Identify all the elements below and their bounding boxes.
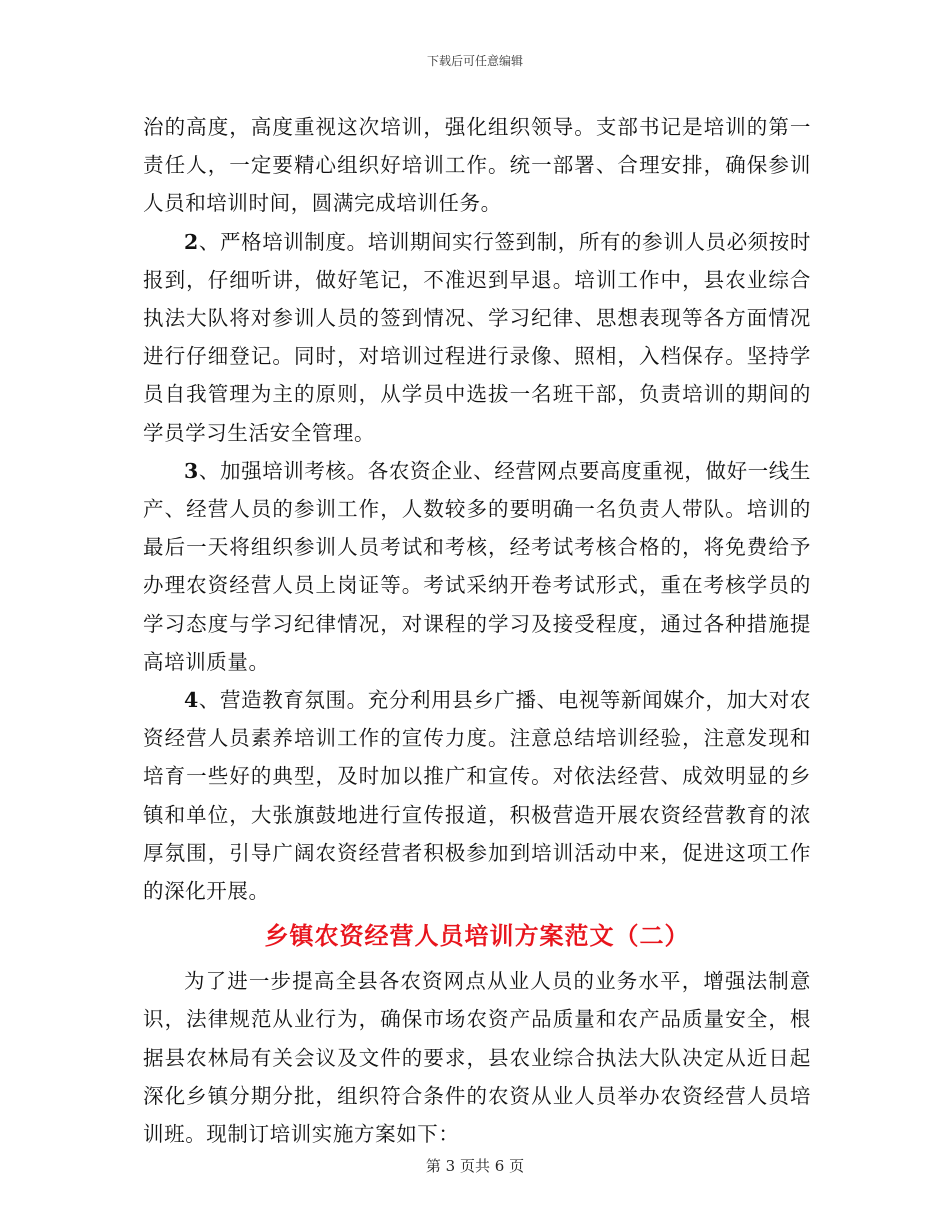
paragraph-item-4 [143, 681, 811, 910]
item-number: 2 [184, 229, 199, 254]
paragraph-continuation [143, 108, 811, 223]
document-body [143, 108, 811, 1153]
paragraph-text: 、加强培训考核。各农资企业、经营网点要高度重视，做好一线生产、经营人员的参训工作，人数较多的要明确一名负责人带队。培训的最后一天将组织参训人员考试和考核，经考试考核合格的，将免费给予办理农资经营人员上岗证等。考试采纳开卷考试形式，重在考核学员的学习态度与学习纪律情况，对课程的学习及接受程度，通过各种措施提高培训质量。 [143, 458, 811, 674]
section-title: 乡镇农资经营人员培训方案范文（二） [264, 922, 690, 951]
paragraph-item-3 [143, 452, 811, 681]
item-number: 3 [184, 458, 199, 483]
paragraph-text: 、营造教育氛围。充分利用县乡广播、电视等新闻媒介，加大对农资经营人员素养培训工作的宣传力度。注意总结培训经验，注意发现和培育一些好的典型，及时加以推广和宣传。对依法经营、成效明显的乡镇和单位，大张旗鼓地进行宣传报道，积极营造开展农资经营教育的浓厚氛围，引导广阔农资经营者积极参加到培训活动中来，促进这项工作的深化开展。 [143, 688, 811, 904]
paragraph-text: 、严格培训制度。培训期间实行签到制，所有的参训人员必须按时报到，仔细听讲，做好笔记，不准迟到早退。培训工作中，县农业综合执法大队将对参训人员的签到情况、学习纪律、思想表现等各方面情况进行仔细登记。同时，对培训过程进行录像、照相，入档保存。坚持学员自我管理为主的原则，从学员中选拔一名班干部，负责培训的期间的学员学习生活安全管理。 [143, 229, 811, 445]
page-footer: 第 3 页共 6 页 [425, 1157, 525, 1175]
item-number: 4 [184, 688, 199, 713]
paragraph-item-2 [143, 223, 811, 452]
paragraph-text: 治的高度，高度重视这次培训，强化组织领导。支部书记是培训的第一责任人，一定要精心组织好培训工作。统一部署、合理安排，确保参训人员和培训时间，圆满完成培训任务。 [143, 115, 811, 216]
page-header: 下载后可任意编辑 [426, 54, 523, 68]
intro-paragraph: 为了进一步提高全县各农资网点从业人员的业务水平，增强法制意识，法律规范从业行为，确保市场农资产品质量和农产品质量安全，根据县农林局有关会议及文件的要求，县农业综合执法大队决定从近日起深化乡镇分期分批，组织符合条件的农资从业人员举办农资经营人员培训班。现制订培训实施方案如下： [143, 969, 811, 1147]
